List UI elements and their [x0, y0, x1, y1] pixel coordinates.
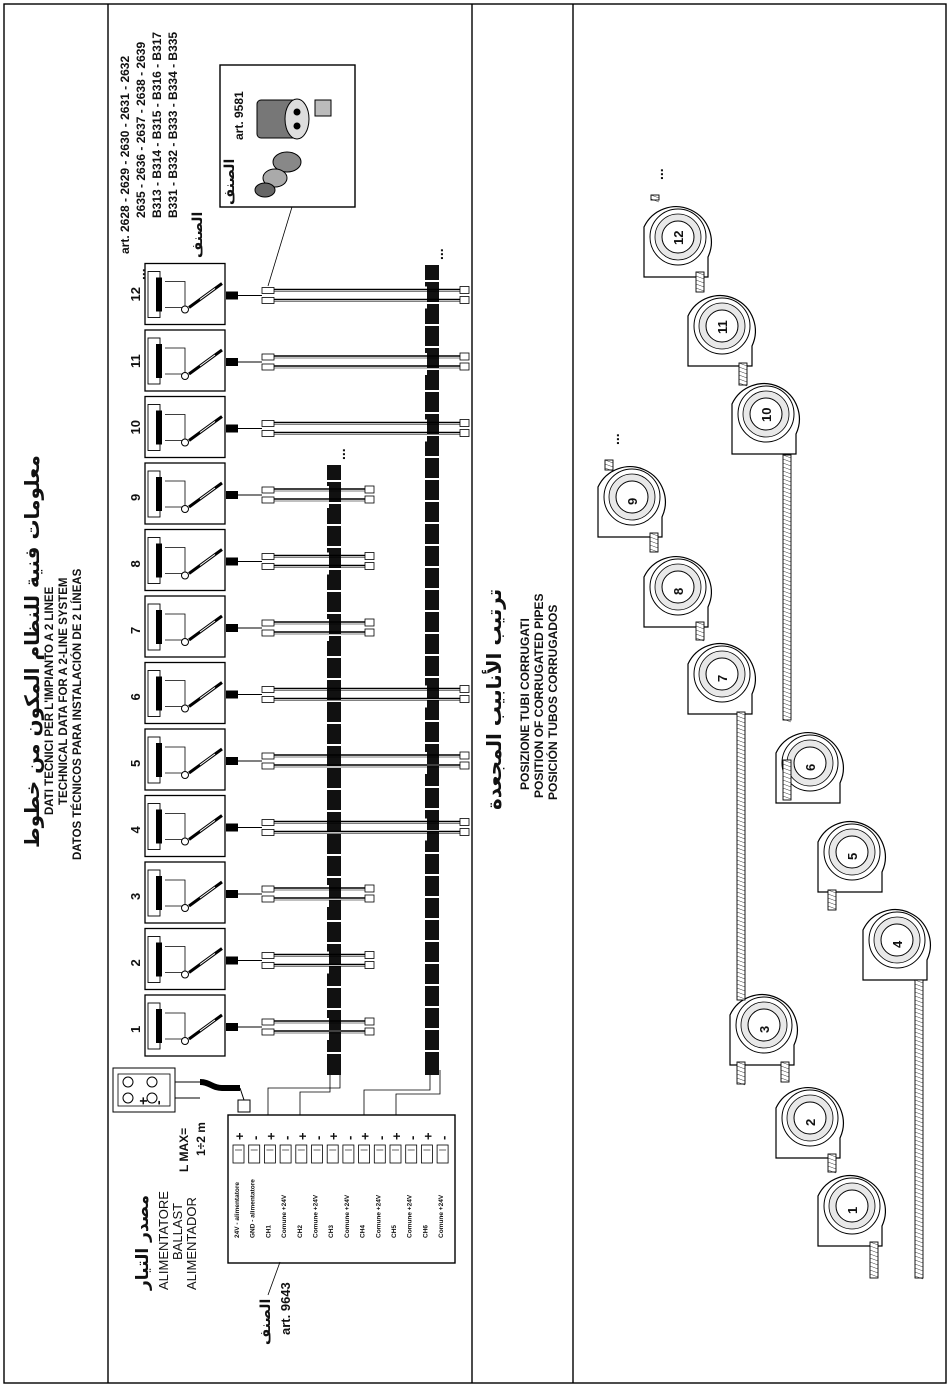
wall-unit [145, 397, 225, 458]
controller-9643 [228, 1115, 455, 1295]
articles-art-arabic: الصنف [190, 211, 206, 258]
nozzle-number-8: 8 [671, 587, 686, 595]
terminal-label: 24V - alimentatore [234, 1182, 241, 1238]
nozzle-number-12: 12 [671, 230, 686, 245]
terminal-slot [390, 1145, 401, 1163]
terminal-slot [343, 1145, 354, 1163]
articles-line-1: art. 2628 - 2629 - 2630 - 2631 - 2632 [118, 55, 132, 254]
terminal-sign: - [436, 1135, 452, 1140]
corrugated-pipe [870, 1242, 878, 1278]
unit-connector [226, 624, 238, 632]
unit-connector [226, 890, 238, 898]
nozzle-number-1: 1 [845, 1206, 860, 1214]
articles-line-4: B331 - B332 - B333 - B334 - B335 [166, 31, 180, 218]
terminal-sign: + [420, 1132, 436, 1140]
terminal-sign: - [404, 1135, 420, 1140]
wall-unit [145, 862, 225, 923]
terminal-sign: + [389, 1132, 404, 1140]
terminal-sign: + [232, 1132, 247, 1140]
unit-connector [226, 1023, 238, 1031]
unit-connector [226, 957, 238, 965]
unit-continuation: ... [132, 268, 148, 280]
terminal-label: CH4 [359, 1224, 367, 1238]
articles-line-3: B313 - B314 - B315 - B316 - B317 [150, 31, 164, 218]
nozzle-number-7: 7 [715, 674, 730, 682]
terminal-label: Comune +24V [281, 1194, 289, 1238]
unit-connector [226, 558, 238, 566]
wall-unit [145, 663, 225, 724]
unit-number-7: 7 [128, 626, 143, 634]
corrugated-pipe [828, 1154, 836, 1173]
terminal-label: Comune +24V [343, 1194, 351, 1238]
unit-number-9: 9 [128, 493, 143, 501]
unit-number-4: 4 [128, 826, 143, 834]
wall-unit [145, 264, 225, 325]
terminal-slot [406, 1145, 417, 1163]
detail-art-arabic: الصنف [222, 158, 238, 205]
line-2-cable [425, 265, 439, 1075]
terminal-slot [327, 1145, 338, 1163]
terminal-slot [296, 1145, 307, 1163]
ballast-label-es: ALIMENTADOR [184, 1197, 199, 1290]
ballast-box [113, 1068, 250, 1112]
ballast-label-arabic: مصدر التيار [133, 1194, 153, 1290]
unit-number-5: 5 [128, 759, 143, 767]
nozzle-number-5: 5 [845, 852, 860, 860]
cable-length-label: 1÷2 m [194, 1122, 208, 1156]
terminal-sign: - [341, 1135, 357, 1140]
terminal-label: CH5 [391, 1224, 398, 1238]
corrugated-pipe [696, 272, 704, 292]
unit-number-11: 11 [128, 354, 143, 368]
pipe-layout [598, 207, 930, 1246]
wall-unit [145, 929, 225, 990]
unit-number-3: 3 [128, 892, 143, 900]
articles-line-2: 2635 - 2636 - 2637 - 2638 - 2639 [134, 41, 148, 218]
unit-number-12: 12 [128, 287, 143, 302]
terminal-sign: + [294, 1132, 310, 1140]
nozzle-number-10: 10 [759, 407, 774, 422]
technical-title-arabic: معلومات فنية للنظام المكون من خطوط [20, 455, 44, 848]
pipe-chains [605, 195, 923, 1279]
corrugated-pipe [828, 890, 836, 910]
line-1-continuation: ... [332, 448, 348, 460]
terminal-label: CH6 [422, 1224, 430, 1238]
terminal-label: CH2 [296, 1224, 304, 1238]
unit-number-6: 6 [128, 693, 143, 701]
corrugated-pipe [739, 363, 747, 386]
terminal-label: CH3 [328, 1224, 336, 1238]
terminal-label: CH1 [265, 1224, 273, 1238]
nozzle-number-2: 2 [803, 1118, 818, 1126]
pipe-continuation-12: ... [650, 168, 666, 180]
feed-wires [268, 1070, 440, 1115]
unit-number-10: 10 [128, 420, 143, 435]
corrugated-pipe [696, 622, 704, 641]
wall-unit [145, 995, 225, 1056]
corrugated-pipe [783, 760, 791, 800]
unit-connector [226, 757, 238, 765]
terminal-slot [233, 1145, 244, 1163]
terminal-sign: - [247, 1135, 263, 1140]
terminal-sign: - [279, 1135, 295, 1140]
unit-connector [226, 358, 238, 366]
terminal-slot [280, 1145, 291, 1163]
terminal-sign: - [310, 1135, 326, 1140]
line-2-continuation: ... [430, 248, 446, 260]
corrugated-pipe [783, 455, 791, 722]
terminal-slot [249, 1145, 260, 1163]
terminal-label: Comune +24V [438, 1194, 446, 1238]
wall-unit [145, 796, 225, 857]
terminal-slot [421, 1145, 432, 1163]
ballast-label-it: ALIMENTATORE [156, 1191, 171, 1290]
terminal-slot [374, 1145, 385, 1163]
corrugated-pipe [737, 712, 745, 1000]
pipes-title-arabic: ترتيب الأنابيب المجعدة [482, 588, 506, 810]
corrugated-pipe [781, 1062, 789, 1082]
terminal-label: GND - alimentatore [249, 1179, 257, 1238]
wall-unit [145, 530, 225, 591]
ballast-minus: - [150, 1100, 166, 1105]
unit-number-8: 8 [128, 560, 143, 568]
unit-number-2: 2 [128, 959, 143, 967]
wall-unit [145, 330, 225, 391]
cable-max-label: L MAX= [177, 1127, 191, 1172]
terminal-sign: - [373, 1135, 389, 1140]
terminal-sign: + [326, 1132, 342, 1140]
nozzle-number-9: 9 [625, 497, 640, 505]
technical-title-es: DATOS TÉCNICOS PARA INSTALACIÓN DE 2 LÍNEAS [72, 568, 84, 860]
pipes-title-en: POSITION OF CORRUGATED PIPES [532, 593, 546, 798]
terminal-sign: + [263, 1132, 279, 1140]
terminal-slot [312, 1145, 323, 1163]
pipe-continuation-9: ... [606, 433, 622, 445]
nozzle-number-4: 4 [890, 940, 905, 948]
terminal-label: Comune +24V [312, 1194, 320, 1238]
unit-connector [226, 691, 238, 699]
terminal-slot [437, 1145, 448, 1163]
ballast-plus: + [135, 1096, 151, 1105]
corrugated-pipe [737, 1062, 745, 1085]
corrugated-pipe [650, 533, 658, 552]
unit-number-1: 1 [128, 1025, 143, 1033]
technical-title-it: DATI TECNICI PER L'IMPIANTO A 2 LINEE [44, 586, 56, 815]
unit-connector [226, 425, 238, 433]
corrugated-pipe [915, 980, 923, 1279]
wall-unit [145, 463, 225, 524]
nozzle-number-3: 3 [757, 1025, 772, 1033]
corrugated-pipe [651, 195, 659, 202]
controller-art-arabic: الصنف [258, 1298, 274, 1345]
terminal-slot [264, 1145, 275, 1163]
terminal-sign: + [357, 1132, 373, 1140]
terminal-slot [359, 1145, 370, 1163]
wall-unit [145, 729, 225, 790]
controller-art-label: art. 9643 [278, 1282, 293, 1335]
unit-connector [226, 292, 238, 300]
pipes-title-it: POSIZIONE TUBI CORRUGATI [518, 618, 532, 790]
technical-title-en: TECHNICAL DATA FOR A 2-LINE SYSTEM [58, 577, 70, 805]
wall-unit [145, 596, 225, 657]
nozzle-number-6: 6 [803, 763, 818, 771]
pipes-title-es: POSICIÓN TUBOS CORRUGADOS [546, 604, 560, 800]
detail-art-label: art. 9581 [232, 91, 246, 140]
unit-connector [226, 824, 238, 832]
unit-connector [226, 491, 238, 499]
nozzle-number-11: 11 [715, 320, 730, 334]
corrugated-pipe [605, 460, 613, 471]
line-1-cable [327, 465, 341, 1075]
ballast-label-en: BALLAST [170, 1202, 185, 1260]
terminal-label: Comune +24V [406, 1194, 414, 1238]
terminal-label: Comune +24V [375, 1194, 383, 1238]
